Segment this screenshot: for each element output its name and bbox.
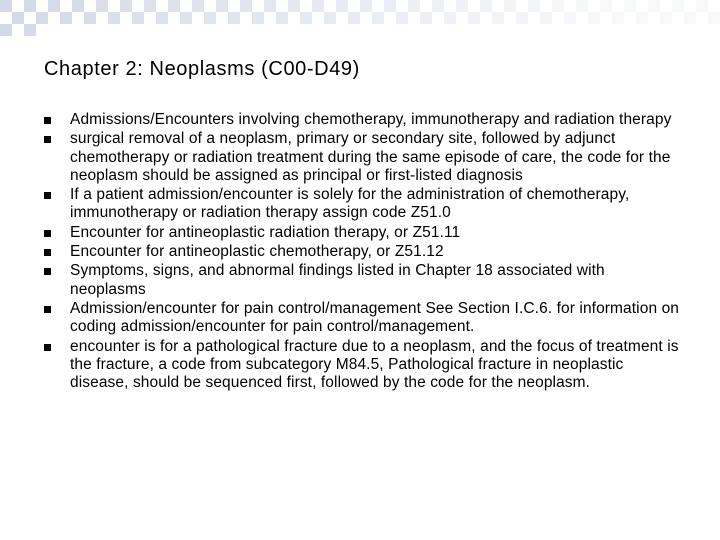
pattern-square xyxy=(444,12,456,24)
pattern-square xyxy=(336,0,348,12)
pattern-square xyxy=(564,12,576,24)
bullet-text: encounter is for a pathological fracture due to a neoplasm, and the focus of treatment is the fracture, a code from subcategory M84.5, Pathological fracture in neoplastic disease, should be sequenced first, followed by the code for the neoplasm. xyxy=(70,337,679,392)
pattern-square xyxy=(648,0,660,12)
slide-title: Chapter 2: Neoplasms (C00-D49) xyxy=(44,58,360,80)
pattern-square xyxy=(204,12,216,24)
bullet-item xyxy=(40,130,680,185)
pattern-square xyxy=(672,0,684,12)
pattern-square xyxy=(300,12,312,24)
pattern-square xyxy=(0,24,12,36)
pattern-square xyxy=(192,0,204,12)
pattern-square xyxy=(144,0,156,12)
pattern-square xyxy=(180,12,192,24)
pattern-square xyxy=(456,0,468,12)
bullet-text: Admission/encounter for pain control/management See Section I.C.6. for information on coding admission/encounter for pain control/management. xyxy=(70,299,680,336)
pattern-square xyxy=(156,12,168,24)
pattern-square xyxy=(528,0,540,12)
pattern-square xyxy=(72,0,84,12)
pattern-square xyxy=(540,12,552,24)
pattern-square xyxy=(432,0,444,12)
pattern-square xyxy=(84,12,96,24)
bullet-item xyxy=(40,300,680,337)
pattern-square xyxy=(132,12,144,24)
pattern-square xyxy=(636,12,648,24)
pattern-square xyxy=(408,0,420,12)
pattern-square xyxy=(696,0,708,12)
bullet-item xyxy=(40,111,680,129)
pattern-square xyxy=(120,0,132,12)
square-pattern-graphic xyxy=(0,0,720,40)
square-bullet-icon xyxy=(44,230,51,237)
pattern-square xyxy=(480,0,492,12)
square-bullet-icon xyxy=(44,249,51,256)
pattern-square xyxy=(360,0,372,12)
pattern-square xyxy=(552,0,564,12)
bullet-item xyxy=(40,243,680,261)
bullet-text: If a patient admission/encounter is solely for the administration of chemotherapy, immunotherapy or radiation therapy assign code Z51.0 xyxy=(70,186,630,222)
pattern-square xyxy=(96,0,108,12)
pattern-square xyxy=(708,12,720,24)
pattern-square xyxy=(612,12,624,24)
bullet-text: Encounter for antineoplastic radiation therapy, or Z51.11 xyxy=(70,223,461,241)
pattern-square xyxy=(276,12,288,24)
bullet-list xyxy=(40,111,680,392)
bullet-text: surgical removal of a neoplasm, primary or secondary site, followed by adjunct chemotherapy or radiation treatment during the same episode of care, the code for the neoplasm should be assigned as principal or first-listed diagnosis xyxy=(70,130,671,184)
pattern-square xyxy=(600,0,612,12)
pattern-square xyxy=(168,0,180,12)
pattern-square xyxy=(576,0,588,12)
bullet-text: Encounter for antineoplastic chemotherapy, or Z51.12 xyxy=(70,243,444,261)
pattern-square xyxy=(288,0,300,12)
pattern-square xyxy=(492,12,504,24)
bullet-item xyxy=(40,224,680,242)
square-bullet-icon xyxy=(44,306,51,313)
square-bullet-icon xyxy=(44,117,51,124)
pattern-square xyxy=(24,24,36,36)
pattern-square xyxy=(264,0,276,12)
pattern-square xyxy=(504,0,516,12)
bullet-text: Admissions/Encounters involving chemotherapy, immunotherapy and radiation therapy xyxy=(70,111,672,128)
pattern-square xyxy=(0,0,12,12)
square-bullet-icon xyxy=(44,192,51,199)
pattern-square xyxy=(684,12,696,24)
pattern-square xyxy=(24,0,36,12)
bullet-text: Symptoms, signs, and abnormal findings listed in Chapter 18 associated with neoplasms xyxy=(70,262,605,298)
pattern-square xyxy=(468,12,480,24)
square-bullet-icon xyxy=(44,344,51,351)
pattern-square xyxy=(372,12,384,24)
pattern-square xyxy=(588,12,600,24)
pattern-square xyxy=(312,0,324,12)
pattern-square xyxy=(252,12,264,24)
pattern-square xyxy=(240,0,252,12)
pattern-square xyxy=(36,12,48,24)
bullet-item xyxy=(40,262,680,299)
pattern-square xyxy=(348,12,360,24)
pattern-square xyxy=(420,12,432,24)
pattern-square xyxy=(12,12,24,24)
bullet-item xyxy=(40,186,680,223)
pattern-square xyxy=(624,0,636,12)
pattern-square xyxy=(660,12,672,24)
pattern-square xyxy=(228,12,240,24)
pattern-square xyxy=(396,12,408,24)
decorative-square-pattern xyxy=(0,0,720,40)
square-bullet-icon xyxy=(44,268,51,275)
bullet-item xyxy=(40,338,680,393)
pattern-square xyxy=(216,0,228,12)
pattern-square xyxy=(324,12,336,24)
square-bullet-icon xyxy=(44,136,51,143)
pattern-square xyxy=(384,0,396,12)
pattern-square xyxy=(48,0,60,12)
pattern-square xyxy=(60,12,72,24)
pattern-square xyxy=(108,12,120,24)
pattern-square xyxy=(516,12,528,24)
